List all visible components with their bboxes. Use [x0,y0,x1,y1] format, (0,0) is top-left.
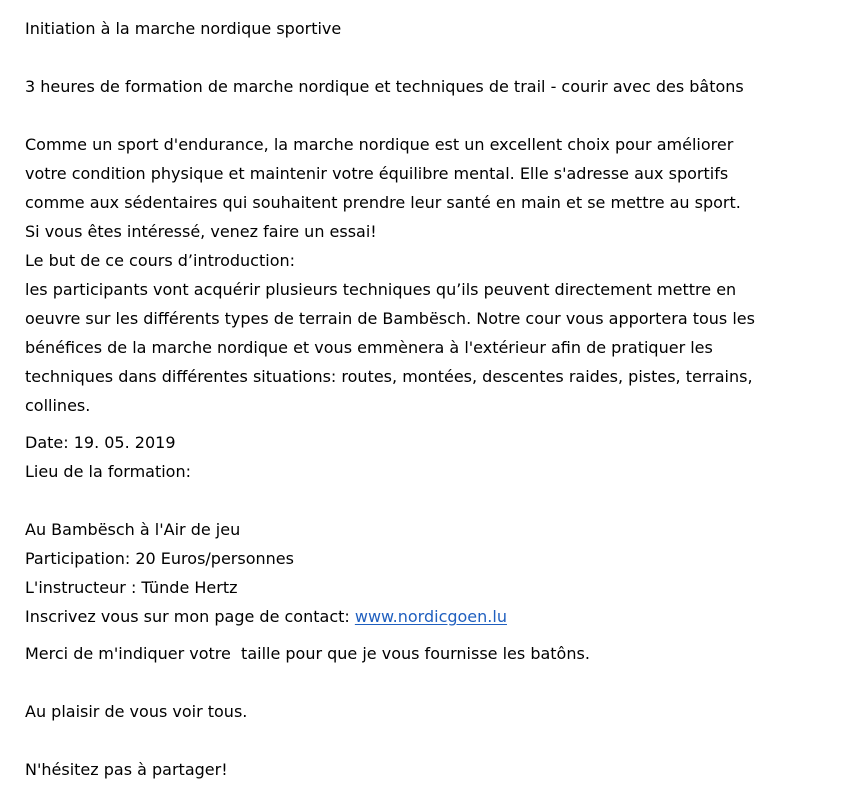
participation-fee: Participation: 20 Euros/personnes [25,549,294,568]
blank-line [25,668,855,697]
intro-line: bénéfices de la marche nordique et vous emmènera à l'extérieur afin de pratiquer les [25,338,713,357]
intro-line: Le but de ce cours d’introduction: [25,251,296,270]
intro-line: comme aux sédentaires qui souhaitent prendre leur santé en main et se mettre au sport. [25,193,741,212]
document-title: Initiation à la marche nordique sportive [25,19,342,38]
document-body [25,14,855,784]
signup-text: Inscrivez vous sur mon page de contact: [25,607,355,626]
intro-paragraph [25,130,855,420]
document-subtitle: 3 heures de formation de marche nordique et techniques de trail - courir avec des bâtons [25,77,744,96]
signup-line [25,602,855,631]
size-request: Merci de m'indiquer votre taille pour que je vous fournisse les batôns. [25,644,590,663]
intro-line: Comme un sport d'endurance, la marche nordique est un excellent choix pour améliorer [25,135,734,154]
blank-line [25,726,855,755]
location-label: Lieu de la formation: [25,462,191,481]
instructor-name: L'instructeur : Tünde Hertz [25,578,238,597]
blank-line [25,420,855,428]
blank-line [25,631,855,639]
blank-line [25,101,855,130]
intro-line: oeuvre sur les différents types de terrain de Bambësch. Notre cour vous apportera tous les [25,309,755,328]
intro-line: les participants vont acquérir plusieurs techniques qu’ils peuvent directement mettre en [25,280,737,299]
intro-line: collines. [25,396,91,415]
intro-line: votre condition physique et maintenir votre équilibre mental. Elle s'adresse aux sportifs [25,164,729,183]
blank-line [25,486,855,515]
intro-line: techniques dans différentes situations: routes, montées, descentes raides, pistes, terrains, [25,367,753,386]
intro-line: Si vous êtes intéressé, venez faire un essai! [25,222,377,241]
event-date: Date: 19. 05. 2019 [25,433,176,452]
location-value: Au Bambësch à l'Air de jeu [25,520,241,539]
share-line: N'hésitez pas à partager! [25,760,228,779]
contact-page-link[interactable]: www.nordicgoen.lu [354,607,507,626]
blank-line [25,43,855,72]
closing-line: Au plaisir de vous voir tous. [25,702,248,721]
